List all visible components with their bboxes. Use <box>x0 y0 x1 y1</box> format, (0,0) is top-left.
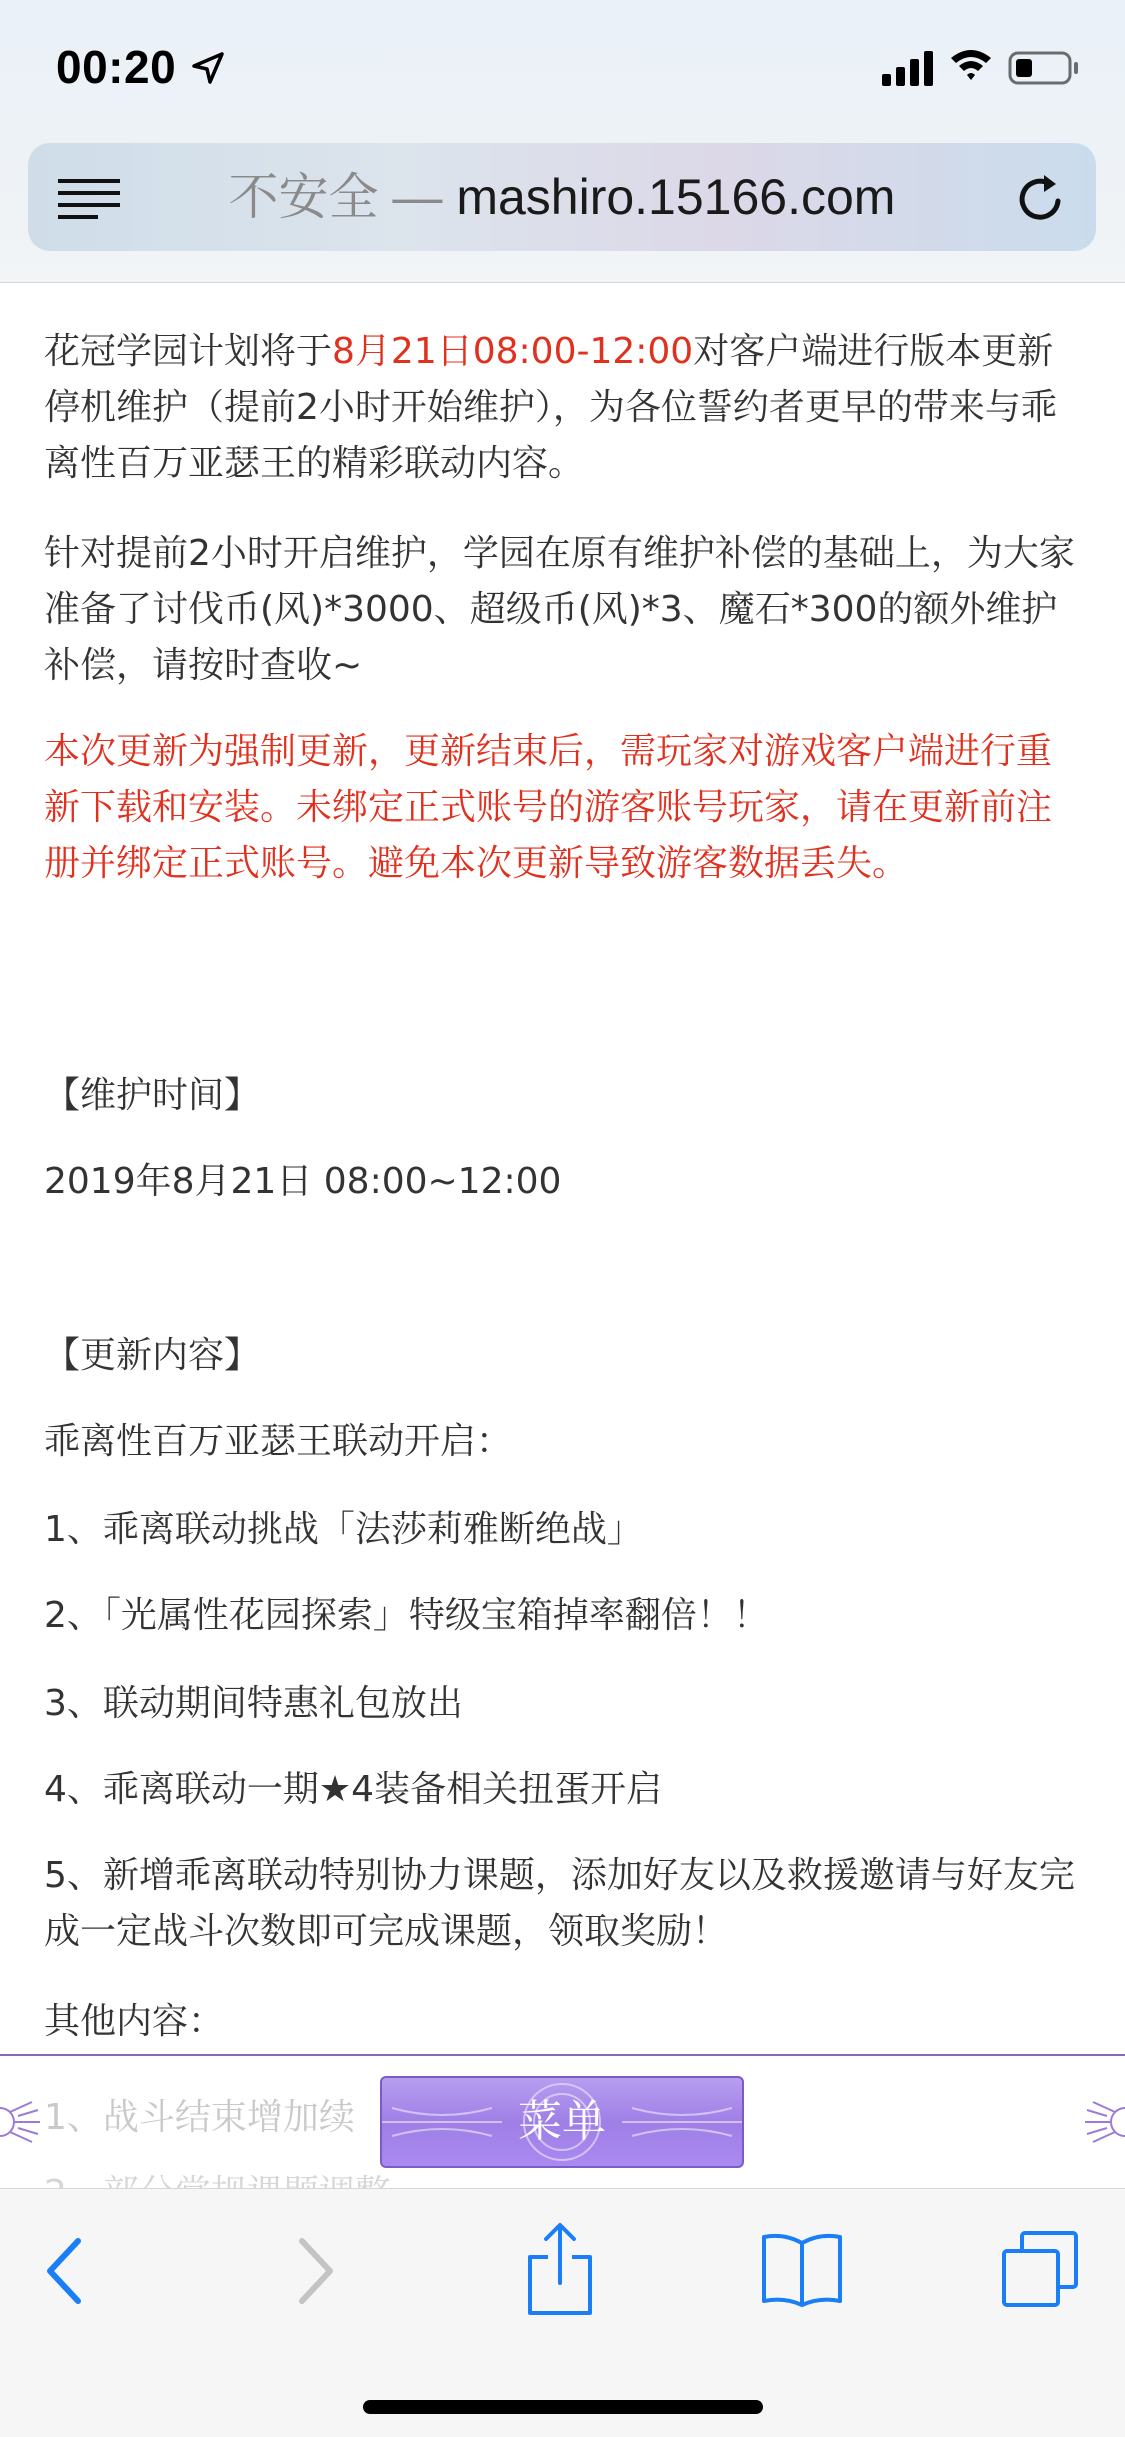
not-secure-label: 不安全 <box>228 169 379 225</box>
list-item: 2、「光属性花园探索」特级宝箱掉率翻倍！！ <box>44 1595 769 1636</box>
update-heading: 【更新内容】 <box>44 1335 261 1376</box>
maintenance-heading: 【维护时间】 <box>44 1075 261 1116</box>
address-bar[interactable] <box>28 143 1096 251</box>
menu-button[interactable] <box>380 2076 744 2168</box>
list-item: 3、联动期间特惠礼包放出 <box>44 1683 463 1724</box>
address-text[interactable] <box>28 143 1096 251</box>
intro-text-pre: 花冠学园计划将于 <box>44 331 333 372</box>
home-indicator[interactable] <box>363 2400 763 2414</box>
reload-icon[interactable] <box>1014 171 1068 225</box>
compensation-paragraph: 针对提前2小时开启维护，学园在原有维护补偿的基础上，为大家准备了讨伐币(风)*3000、超级币(风)*3、魔石*300的额外维护补偿，请按时查收~ <box>44 533 1075 686</box>
article-content <box>44 282 1084 2062</box>
status-time: 00:20 <box>56 41 177 93</box>
menu-button-label: 菜单 <box>518 2096 606 2147</box>
right-ornament-icon <box>1081 2092 1125 2152</box>
tabs-icon[interactable] <box>1000 2229 1080 2309</box>
location-arrow-icon <box>190 50 226 86</box>
left-ornament-icon <box>0 2092 44 2152</box>
address-separator: — <box>378 169 457 225</box>
other-item-2-faded <box>44 2166 391 2186</box>
bookmarks-icon[interactable] <box>760 2229 844 2309</box>
browser-top-chrome <box>0 0 1125 283</box>
forward-icon[interactable] <box>290 2235 340 2307</box>
browser-toolbar <box>0 2188 1125 2437</box>
other-heading: 其他内容： <box>44 2001 225 2042</box>
collab-intro: 乖离性百万亚瑟王联动开启： <box>44 1421 513 1462</box>
intro-text-post: 对客户端进行版本更新停机维护（提前2小时开始维护），为各位誓约者更早的带来与乖离性百万亚瑟王的精彩联动内容。 <box>44 331 1057 484</box>
maintenance-time: 2019年8月21日 08:00~12:00 <box>44 1161 562 1202</box>
list-item: 5、新增乖离联动特别协力课题，添加好友以及救援邀请与好友完成一定战斗次数即可完成课题，领取奖励！ <box>44 1855 1075 1952</box>
address-domain: mashiro.15166.com <box>456 169 896 225</box>
list-item: 4、乖离联动一期★4装备相关扭蛋开启 <box>44 1769 663 1810</box>
maintenance-date-highlight: 8月21日08:00-12:00 <box>332 331 694 372</box>
forced-update-warning: 本次更新为强制更新，更新结束后，需玩家对游戏客户端进行重新下载和安装。未绑定正式账号的游客账号玩家，请在更新前注册并绑定正式账号。避免本次更新导致游客数据丢失。 <box>44 731 1053 884</box>
share-icon[interactable] <box>520 2221 600 2317</box>
intro-paragraph <box>44 324 1084 492</box>
battery-icon <box>1008 50 1080 86</box>
list-item: 1、乖离联动挑战「法莎莉雅断绝战」 <box>44 1509 643 1550</box>
floating-menu-strip <box>0 2054 1125 2190</box>
cellular-signal-icon <box>880 50 936 86</box>
back-icon[interactable] <box>40 2235 90 2307</box>
wifi-icon <box>948 46 994 84</box>
other-item-1-faded: 1、战斗结束增加续 <box>44 2097 355 2138</box>
